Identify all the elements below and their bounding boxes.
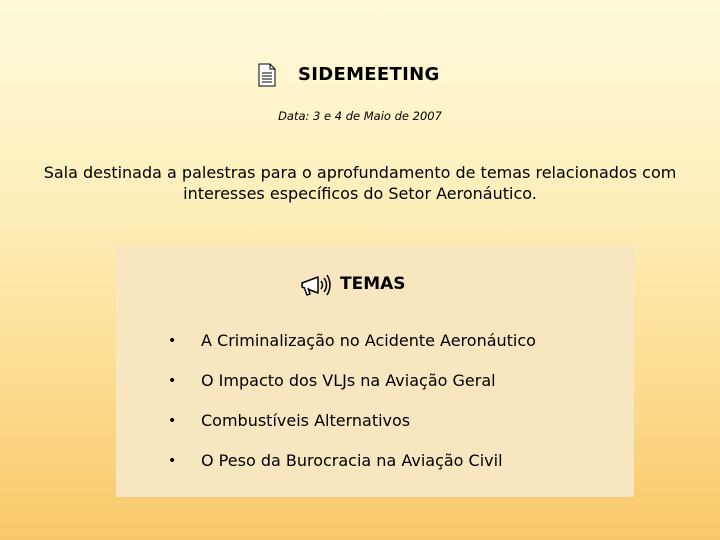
topics-title: TEMAS (340, 274, 406, 294)
page-title: SIDEMEETING (298, 64, 440, 85)
list-item (168, 369, 536, 409)
title-row (0, 62, 720, 90)
bullet: • (168, 373, 177, 389)
bullet: • (168, 453, 177, 469)
list-item (168, 449, 536, 489)
bullet: • (168, 333, 177, 349)
topic-list (168, 329, 536, 489)
list-item (168, 409, 536, 449)
description-text: Sala destinada a palestras para o aprofundamento de temas relacionados com interesses específicos do Setor Aeronáutico. (43, 163, 677, 203)
topics-panel (116, 246, 634, 497)
topics-header (116, 270, 634, 300)
event-date: Data: 3 e 4 de Maio de 2007 (278, 109, 442, 123)
list-item (168, 329, 536, 369)
megaphone-icon (298, 273, 334, 299)
document-icon (258, 63, 276, 87)
bullet: • (168, 413, 177, 429)
topic-label: O Impacto dos VLJs na Aviação Geral (201, 371, 496, 390)
topic-label: Combustíveis Alternativos (201, 411, 411, 430)
topic-label: O Peso da Burocracia na Aviação Civil (201, 451, 503, 470)
topic-label: A Criminalização no Acidente Aeronáutico (201, 331, 536, 350)
